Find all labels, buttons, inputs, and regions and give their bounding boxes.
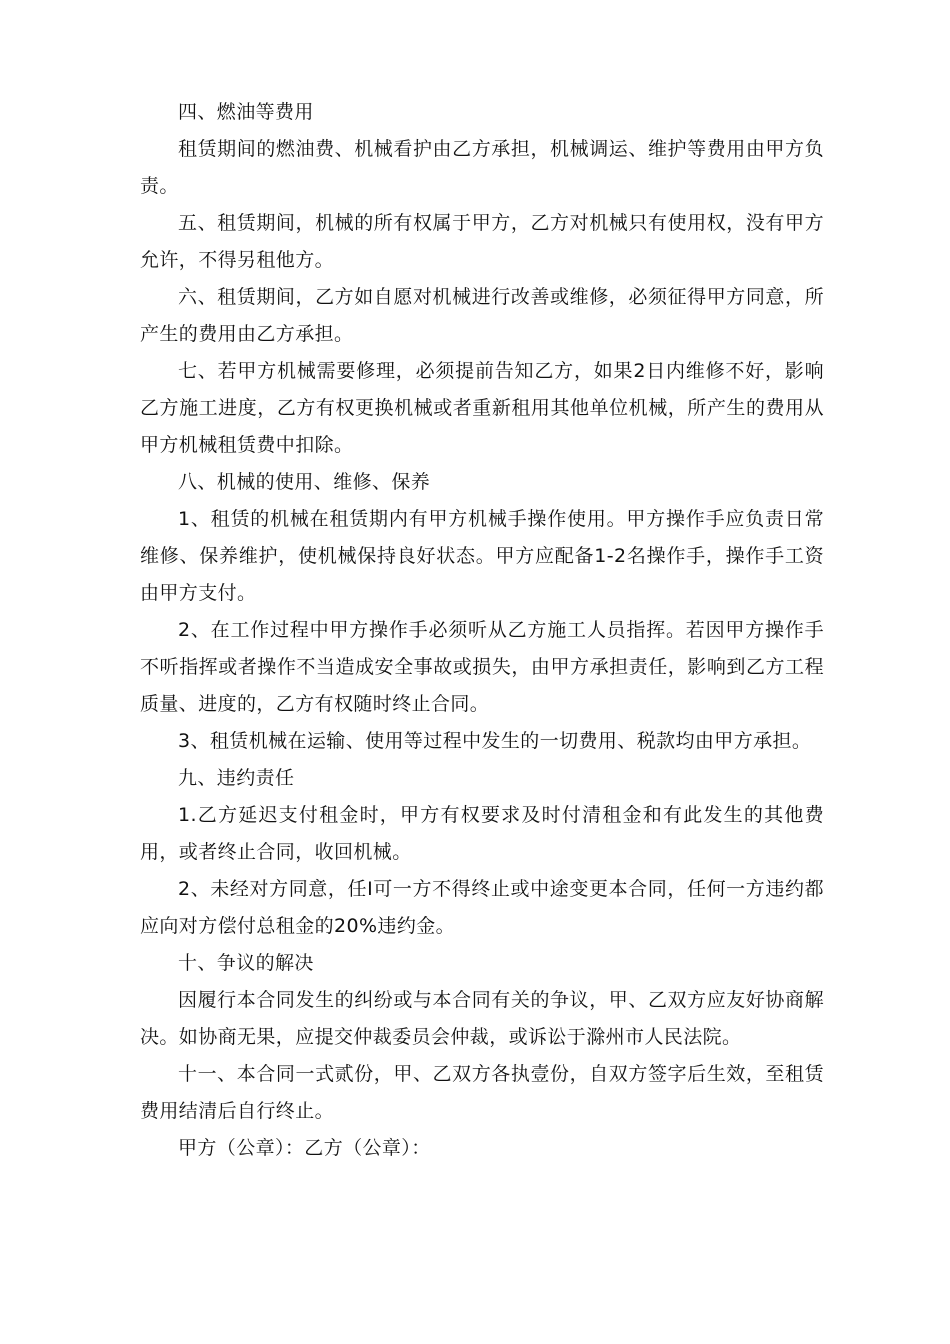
section-heading-dispute-resolution: 十、争议的解决 [178,952,314,974]
breach-item-2: 2、未经对方同意，任I可一方不得终止或中途变更本合同，任何一方违约都应向对方偿付总租金的20%违约金。 [140,878,824,937]
signature-line: 甲方（公章）：乙方（公章）： [178,1137,431,1159]
usage-item-3: 3、租赁机械在运输、使用等过程中发生的一切费用、税款均由甲方承担。 [178,730,812,752]
breach-item-1: 1.乙方延迟支付租金时，甲方有权要求及时付清租金和有此发生的其他费用，或者终止合同，收回机械。 [140,804,824,863]
fuel-costs-clause: 租赁期间的燃油费、机械看护由乙方承担，机械调运、维护等费用由甲方负责。 [140,138,824,197]
section-heading-fuel-costs: 四、燃油等费用 [178,101,314,123]
dispute-clause: 因履行本合同发生的纠纷或与本合同有关的争议，甲、乙双方应友好协商解决。如协商无果，应提交仲裁委员会仲裁，或诉讼于滁州市人民法院。 [140,989,824,1048]
ownership-clause: 五、租赁期间，机械的所有权属于甲方，乙方对机械只有使用权，没有甲方允许，不得另租他方。 [140,212,824,271]
contract-body [140,94,824,1167]
usage-item-2: 2、在工作过程中甲方操作手必须听从乙方施工人员指挥。若因甲方操作手不听指挥或者操作不当造成安全事故或损失，由甲方承担责任，影响到乙方工程质量、进度的，乙方有权随时终止合同。 [140,619,824,715]
copies-clause: 十一、本合同一式贰份，甲、乙双方各执壹份，自双方签字后生效，至租赁费用结清后自行终止。 [140,1063,824,1122]
section-heading-usage-maintenance: 八、机械的使用、维修、保养 [178,471,431,493]
section-heading-breach-liability: 九、违约责任 [178,767,295,789]
repair-clause: 七、若甲方机械需要修理，必须提前告知乙方，如果2日内维修不好，影响乙方施工进度，乙方有权更换机械或者重新租用其他单位机械，所产生的费用从甲方机械租赁费中扣除。 [140,360,824,456]
usage-item-1: 1、租赁的机械在租赁期内有甲方机械手操作使用。甲方操作手应负责日常维修、保养维护，使机械保持良好状态。甲方应配备1-2名操作手，操作手工资由甲方支付。 [140,508,824,604]
improvement-clause: 六、租赁期间，乙方如自愿对机械进行改善或维修，必须征得甲方同意，所产生的费用由乙方承担。 [140,286,824,345]
